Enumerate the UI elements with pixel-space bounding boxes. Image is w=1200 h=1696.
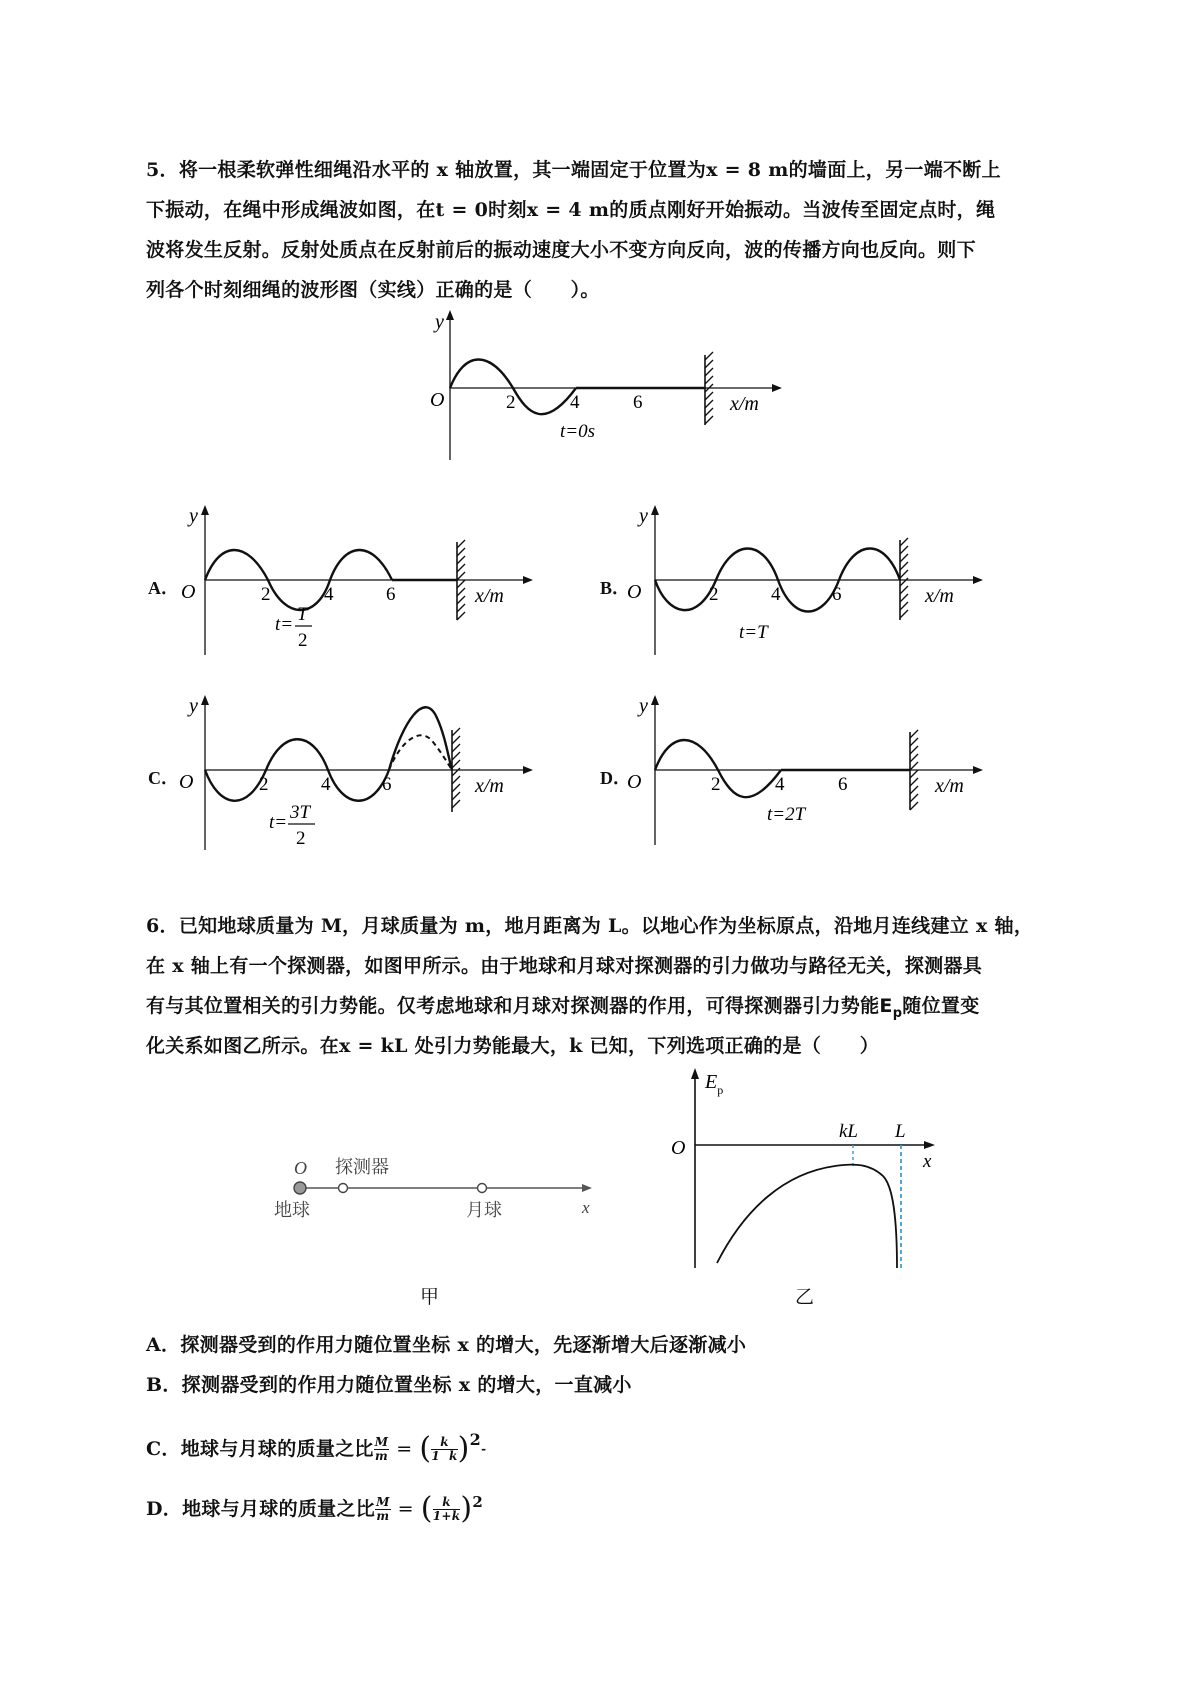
c-time-num: 3T — [290, 802, 311, 823]
yi-l-label: L — [895, 1121, 906, 1142]
q6-line-3-d: 随位置变 — [902, 995, 980, 1017]
q6-option-c-text: C．地球与月球的质量之比 — [146, 1438, 374, 1460]
d-x-label: x/m — [935, 775, 964, 797]
q6-line-4: 化关系如图乙所示。在x = kL 处引力势能最大，k 已知，下列选项正确的是（ ） — [146, 1035, 879, 1057]
a-y-label: y — [189, 505, 198, 527]
probe-dot — [339, 1184, 348, 1193]
a-tick-4: 4 — [324, 584, 334, 605]
q5-line-1: 5．将一根柔软弹性细绳沿水平的 x 轴放置，其一端固定于位置为x = 8 m的墙面上，另一端不断上 — [146, 159, 1001, 181]
jia-x-label: x — [582, 1198, 590, 1217]
k-fraction-d: $\frac{k}{1+k}$ — [432, 1494, 461, 1523]
equals-sign-c: = — [396, 1438, 413, 1460]
a-tick-2: 2 — [261, 584, 271, 605]
main-tick-2: 2 — [506, 392, 516, 413]
b-time-label: t=T — [739, 622, 768, 643]
q5-line-3: 波将发生反射。反射处质点在反射前后的振动速度大小不变方向反向，波的传播方向也反向。则下 — [146, 239, 976, 261]
q6-option-d-text: D．地球与月球的质量之比 — [146, 1498, 376, 1520]
a-time-num: T — [297, 604, 308, 625]
q5-option-b-label[interactable]: B． — [600, 578, 631, 598]
q6-option-a[interactable]: A．探测器受到的作用力随位置坐标 x 的增大，先逐渐增大后逐渐减小 — [146, 1334, 747, 1356]
q6-line-3 — [146, 993, 980, 1027]
a-tick-6: 6 — [386, 584, 396, 605]
yi-kl-label: kL — [839, 1121, 858, 1142]
q5-option-d-label[interactable]: D． — [600, 768, 631, 788]
equals-sign-d: = — [397, 1498, 414, 1520]
b-origin-label: O — [627, 581, 642, 603]
d-y-label: y — [639, 695, 648, 717]
jia-probe-label: 探测器 — [335, 1157, 389, 1178]
q6-caption-jia: 甲 — [420, 1286, 440, 1308]
q6-option-b[interactable]: B．探测器受到的作用力随位置坐标 x 的增大，一直减小 — [146, 1374, 632, 1396]
exponent-d: 2 — [472, 1493, 484, 1511]
q5-line-4: 列各个时刻细绳的波形图（实线）正确的是（ ）。 — [146, 279, 600, 301]
k-fraction-c: $\frac{k}{1 k}$ — [431, 1434, 458, 1463]
a-time-prefix: t= — [275, 614, 294, 635]
exponent-c: 2 — [469, 1430, 482, 1449]
tail-c: - — [481, 1442, 487, 1456]
q5-option-b-figure[interactable] — [625, 500, 975, 660]
q6-figure-yi — [665, 1068, 965, 1273]
a-time-den: 2 — [298, 630, 308, 651]
c-time-den: 2 — [296, 828, 306, 849]
b-tick-4: 4 — [771, 584, 781, 605]
c-origin-label: O — [179, 771, 194, 793]
b-tick-2: 2 — [709, 584, 719, 605]
yi-origin-label: O — [671, 1137, 686, 1159]
q6-line-2: 在 x 轴上有一个探测器，如图甲所示。由于地球和月球对探测器的引力做功与路径无关，探测器具 — [146, 955, 983, 977]
d-origin-label: O — [627, 771, 642, 793]
q6-option-c[interactable]: C．地球与月球的质量之比 $\frac{M}{m}$ = ( $\frac{k}{1 k}$ )$^2$- — [146, 1430, 487, 1466]
b-tick-6: 6 — [832, 584, 842, 605]
main-origin-label: O — [430, 389, 445, 411]
d-time-label: t=2T — [767, 804, 806, 825]
c-tick-4: 4 — [321, 774, 331, 795]
a-origin-label: O — [181, 581, 196, 603]
yi-ep-label: $E_p$ — [705, 1071, 724, 1097]
jia-moon-label: 月球 — [466, 1200, 502, 1221]
c-x-label: x/m — [475, 775, 504, 797]
yi-x-label: x — [923, 1151, 932, 1172]
q6-figure-jia — [270, 1145, 610, 1255]
moon-dot — [478, 1184, 487, 1193]
d-tick-2: 2 — [711, 774, 721, 795]
main-tick-6: 6 — [633, 392, 643, 413]
ep-symbol: $E_p$ — [879, 995, 903, 1021]
main-time-label: t=0s — [560, 421, 595, 442]
jia-earth-label: 地球 — [274, 1200, 310, 1221]
q5-option-a-figure[interactable] — [175, 500, 525, 660]
mass-ratio-fraction-c: $\frac{M}{m}$ — [374, 1434, 389, 1463]
jia-origin-label: O — [294, 1158, 307, 1178]
q6-option-d[interactable]: D．地球与月球的质量之比 $\frac{M}{m}$ = ( $\frac{k}{1+k}$ )$^2$ — [146, 1491, 484, 1526]
q5-option-c-label[interactable]: C． — [148, 768, 179, 788]
q5-option-d-figure[interactable] — [625, 690, 975, 850]
q6-line-1: 6．已知地球质量为 M，月球质量为 m，地月距离为 L。以地心作为坐标原点，沿地月连线建立 x 轴， — [146, 915, 1034, 937]
b-y-label: y — [639, 505, 648, 527]
a-x-label: x/m — [475, 585, 504, 607]
b-x-label: x/m — [925, 585, 954, 607]
c-time-prefix: t= — [269, 812, 288, 833]
c-y-label: y — [189, 695, 198, 717]
earth-dot — [294, 1182, 306, 1194]
d-tick-6: 6 — [838, 774, 848, 795]
main-x-label: x/m — [730, 393, 759, 415]
mass-ratio-fraction-d: $\frac{M}{m}$ — [376, 1494, 390, 1523]
main-tick-4: 4 — [570, 392, 580, 413]
c-tick-6: 6 — [382, 774, 392, 795]
q5-main-wave-figure — [420, 310, 780, 470]
q6-line-3-a: 有与其位置相关的引力势能。仅考虑地球和月球对探测器的作用，可得探测器引力势能 — [146, 995, 880, 1017]
main-y-label: y — [435, 311, 444, 333]
d-tick-4: 4 — [775, 774, 785, 795]
q6-caption-yi: 乙 — [795, 1286, 815, 1308]
q5-line-2: 下振动，在绳中形成绳波如图，在t = 0时刻x = 4 m的质点刚好开始振动。当波传至固定点时，绳 — [146, 199, 996, 221]
q5-option-c-figure[interactable] — [175, 690, 525, 860]
q5-option-a-label[interactable]: A． — [148, 578, 179, 598]
c-tick-2: 2 — [259, 774, 269, 795]
